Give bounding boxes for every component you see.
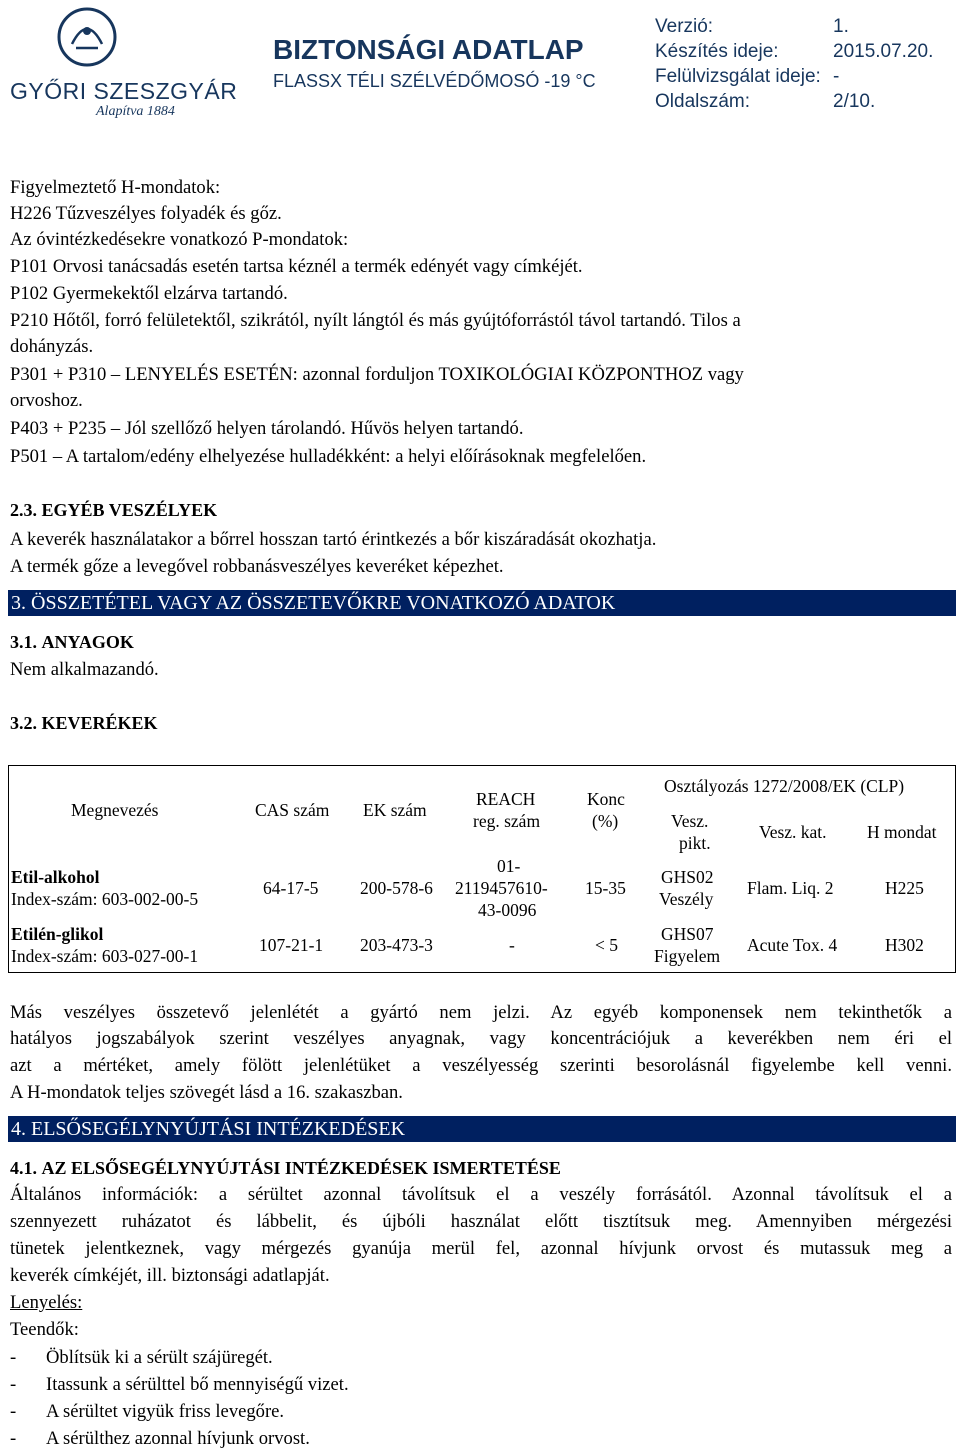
row2-ek: 203-473-3: [360, 935, 433, 955]
created-label: Készítés ideje:: [655, 41, 779, 62]
revised-value: -: [833, 66, 840, 87]
h226-statement: H226 Tűzveszélyes folyadék és gőz.: [10, 203, 282, 224]
row1-reach-line2: 2119457610-: [455, 878, 548, 898]
header-name: Megnevezés: [71, 800, 159, 820]
revised-label: Felülvizsgálat ideje:: [655, 66, 821, 87]
row2-hazard-class: Acute Tox. 4: [747, 935, 838, 955]
components-note-line1: Más veszélyes összetevő jelenlétét a gyártó nem jelzi. Az egyéb komponensek nem tekinthetők a: [10, 1002, 952, 1023]
mixtures-table: [8, 765, 956, 973]
row2-cas: 107-21-1: [259, 935, 324, 955]
section-4-1-heading: [10, 1158, 561, 1179]
version-value: 1.: [833, 16, 849, 37]
action-item-1: Öblítsük ki a sérült szájüregét.: [46, 1347, 273, 1368]
header-reach-line1: REACH: [476, 789, 536, 809]
header-cas: CAS szám: [255, 800, 330, 820]
row1-name: Etil-alkohol: [11, 867, 100, 887]
row2-pictogram-code: GHS07: [661, 924, 714, 944]
p301-statement-line2: orvoshoz.: [10, 390, 83, 411]
p501-statement: P501 – A tartalom/edény elhelyezése hulladékként: a helyi előírásoknak megfelelően.: [10, 446, 647, 467]
components-note-line2: hatályos jogszabályok szerint veszélyes anyagnak, vagy koncentrációjuk a keverékben nem éri el: [10, 1028, 952, 1049]
row1-hazard-class: Flam. Liq. 2: [747, 878, 834, 898]
header-konc-line1: Konc: [587, 789, 625, 809]
action-item-1-bullet: -: [10, 1347, 17, 1368]
p-statements-title: Az óvintézkedésekre vonatkozó P-mondatok:: [10, 229, 349, 250]
row1-pictogram-code: GHS02: [661, 867, 714, 887]
p210-statement-line2: dohányzás.: [10, 336, 94, 357]
first-aid-general-line2: szennyezett ruházatot és lábbelit, és újbóli használat előtt tisztítsuk meg. Amennyiben mérgezési: [10, 1211, 952, 1232]
row2-h-statement: H302: [885, 935, 924, 955]
row1-reach-line3: 43-0096: [478, 900, 537, 920]
document-subtitle: FLASSX TÉLI SZÉLVÉDŐMOSÓ -19 °C: [273, 71, 596, 91]
row1-index: Index-szám: 603-002-00-5: [11, 889, 199, 909]
section-3-2-number: 3.2.: [10, 713, 37, 733]
header-vesz-pikt-line1: Vesz.: [671, 811, 709, 831]
logo-emblem-icon: [54, 4, 120, 70]
section-3-1-number: 3.1.: [10, 632, 37, 652]
header-reach-line2: reg. szám: [473, 811, 541, 831]
created-value: 2015.07.20.: [833, 41, 934, 62]
row2-reach: -: [509, 935, 515, 955]
header-vesz-kat: Vesz. kat.: [759, 822, 827, 842]
row2-signal-word: Figyelem: [654, 946, 721, 966]
page-number-label: Oldalszám:: [655, 91, 751, 112]
p102-statement: P102 Gyermekektől elzárva tartandó.: [10, 283, 288, 304]
p101-statement: P101 Orvosi tanácsadás esetén tartsa kéznél a termék edényét vagy címkéjét.: [10, 256, 583, 277]
section-4-1-title: AZ ELSŐSEGÉLYNYÚJTÁSI INTÉZKEDÉSEK ISMERTETÉSE: [41, 1158, 561, 1178]
document-title: BIZTONSÁGI ADATLAP: [273, 34, 584, 65]
row1-ek: 200-578-6: [360, 878, 433, 898]
p403-statement: P403 + P235 – Jól szellőző helyen tárolandó. Hűvös helyen tartandó.: [10, 418, 524, 439]
action-item-4: A sérülthez azonnal hívjunk orvost.: [46, 1428, 310, 1449]
section-3-1-title: ANYAGOK: [41, 632, 134, 652]
section-3-2-heading: [10, 713, 158, 734]
company-logo-tagline: Alapítva 1884: [96, 104, 175, 119]
company-logo-name: GYŐRI SZESZGYÁR: [10, 78, 238, 104]
page-number-value: 2/10.: [833, 91, 876, 112]
row1-reach-line1: 01-: [497, 856, 521, 876]
h-statements-title: Figyelmeztető H-mondatok:: [10, 177, 221, 198]
header-vesz-pikt-line2: pikt.: [679, 833, 711, 853]
row1-h-statement: H225: [885, 878, 924, 898]
action-item-2-bullet: -: [10, 1374, 17, 1395]
version-label: Verzió:: [655, 16, 714, 37]
components-note-line3: azt a mértéket, amely fölött jelenlétüket a veszélyesség szerinti besorolásnál figyelembe kell venni.: [10, 1055, 952, 1076]
section-3-1-heading: [10, 632, 134, 653]
section-3-2-title: KEVERÉKEK: [41, 713, 158, 733]
header-h-mondat: H mondat: [867, 822, 937, 842]
section-2-3-number: 2.3.: [10, 500, 37, 520]
action-item-4-bullet: -: [10, 1428, 17, 1449]
section-3-band: 3. ÖSSZETÉTEL VAGY AZ ÖSSZETEVŐKRE VONATKOZÓ ADATOK: [8, 590, 956, 616]
actions-heading: Teendők:: [10, 1319, 79, 1340]
first-aid-general-line1: Általános információk: a sérültet azonnal távolítsuk el a veszély forrásától. Azonnal távolítsuk el a: [10, 1184, 952, 1205]
header-classification: Osztályozás 1272/2008/EK (CLP): [664, 776, 905, 796]
p301-statement-line1: P301 + P310 – LENYELÉS ESETÉN: azonnal forduljon TOXIKOLÓGIAI KÖZPONTHOZ vagy: [10, 364, 744, 385]
action-item-3: A sérültet vigyük friss levegőre.: [46, 1401, 285, 1422]
action-item-2: Itassunk a sérülttel bő mennyiségű vizet.: [46, 1374, 349, 1395]
section-2-3-heading: [10, 500, 217, 521]
section-4-1-number: 4.1.: [10, 1158, 37, 1178]
row1-cas: 64-17-5: [263, 878, 319, 898]
header-konc-line2: (%): [592, 811, 619, 831]
first-aid-general-line3: tünetek jelentkeznek, vagy mérgezés gyanúja merül fel, azonnal hívjunk orvost és mutassuk meg a: [10, 1238, 952, 1259]
row2-konc: < 5: [595, 935, 618, 955]
other-hazards-line1: A keverék használatakor a bőrrel hosszan tartó érintkezés a bőr kiszáradását okozhatja.: [10, 529, 657, 550]
ingestion-heading: Lenyelés:: [10, 1292, 83, 1313]
row1-konc: 15-35: [585, 878, 626, 898]
section-4-band: 4. ELSŐSEGÉLYNYÚJTÁSI INTÉZKEDÉSEK: [8, 1116, 956, 1142]
components-note-line4: A H-mondatok teljes szövegét lásd a 16. szakaszban.: [10, 1082, 403, 1103]
substances-not-applicable: Nem alkalmazandó.: [10, 659, 159, 680]
row2-name: Etilén-glikol: [11, 924, 104, 944]
other-hazards-line2: A termék gőze a levegővel robbanásveszélyes keveréket képezhet.: [10, 556, 504, 577]
action-item-3-bullet: -: [10, 1401, 17, 1422]
row1-signal-word: Veszély: [659, 889, 714, 909]
p210-statement-line1: P210 Hőtől, forró felületektől, szikrától, nyílt lángtól és más gyújtóforrástól távol tartandó. Tilos a: [10, 310, 741, 331]
header-ek: EK szám: [363, 800, 427, 820]
section-2-3-title: EGYÉB VESZÉLYEK: [41, 500, 218, 520]
first-aid-general-line4: keverék címkéjét, ill. biztonsági adatlapját.: [10, 1265, 330, 1286]
row2-index: Index-szám: 603-027-00-1: [11, 946, 199, 966]
